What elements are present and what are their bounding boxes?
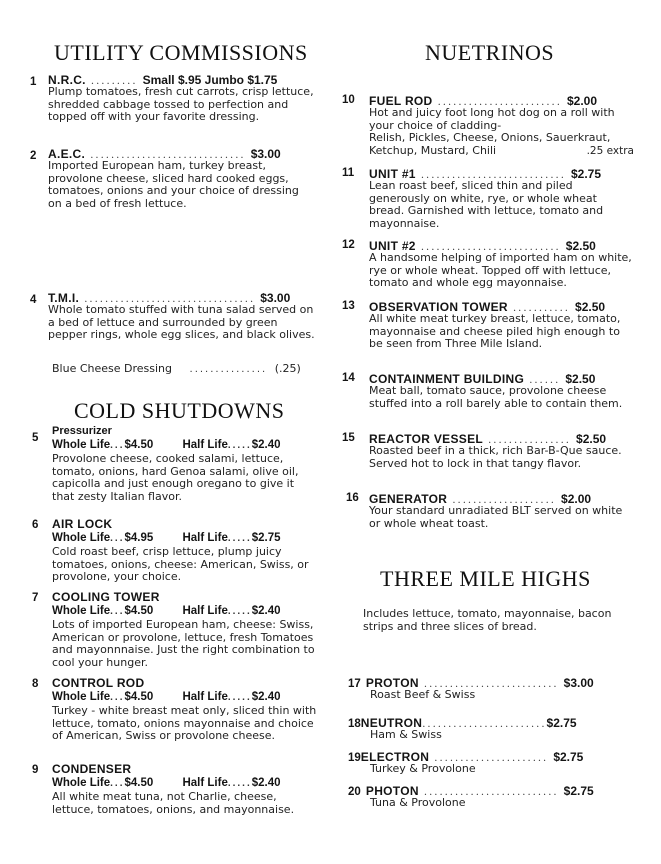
item-number: 15 [342, 432, 355, 444]
item-description: Roast Beef & Swiss [370, 688, 476, 701]
item-name: OBSERVATION TOWER [369, 300, 508, 314]
item-description: Lean roast beef, sliced thin and piled generously on white, rye, or whole wheat bread. Garnished with lettuce, tomato and mayonnaise. [369, 179, 604, 230]
item-options-line [369, 145, 634, 158]
menu-item-cooling-tower [30, 590, 318, 669]
item-title-line [369, 491, 634, 505]
item-number: 11 [342, 167, 355, 179]
price-line: Whole Life...$4.50 Half Life.....$2.40 [52, 605, 281, 617]
item-name: UNIT #2 [369, 239, 416, 253]
whole-label: Whole Life [52, 532, 111, 544]
item-number: 9 [32, 764, 39, 776]
half-label: Half Life [182, 605, 228, 617]
leader-dots: .................... [452, 495, 556, 506]
item-description: Tuna & Provolone [370, 796, 466, 809]
item-description: Imported European ham, turkey breast, provolone cheese, sliced hard cooked eggs, tomatoes, onions and your choice of dressing on a bed of fresh lettuce. [48, 159, 299, 210]
item-number: 13 [342, 300, 355, 312]
item-number: 14 [342, 372, 355, 384]
menu-item-condenser [30, 762, 318, 816]
item-price: $2.50 [575, 300, 606, 314]
item-title-line [48, 72, 315, 86]
item-number: 12 [342, 239, 355, 251]
item-name: PROTON [365, 676, 419, 690]
item-number: 18 [348, 718, 361, 730]
item-title-line [369, 166, 634, 180]
whole-price: $4.50 [124, 439, 154, 451]
leader-dots: ................................. [84, 294, 256, 305]
item-name: CONTAINMENT BUILDING [369, 372, 525, 386]
whole-label: Whole Life [52, 439, 111, 451]
item-price: $3.00 [250, 147, 281, 161]
item-name: PHOTON [365, 784, 419, 798]
item-description: All white meat tuna, not Charlie, cheese, lettuce, tomatoes, onions, and mayonnaise. [52, 790, 295, 816]
item-price: $2.75 [546, 716, 577, 730]
item-price: $2.75 [570, 167, 602, 181]
item-price: $2.75 [553, 750, 584, 764]
item-number: 16 [346, 492, 359, 504]
item-number: 20 [348, 786, 361, 798]
section-heading-three-mile-highs: THREE MILE HIGHS [380, 566, 591, 591]
item-number: 8 [32, 678, 39, 690]
item-description: Provolone cheese, cooked salami, lettuce, tomato, onions, hard Genoa salami, olive oil, capicolla and just enough oregano to give it that zesty Italian flavor. [52, 452, 299, 503]
item-name: T.M.I. [48, 291, 80, 305]
item-title-line [369, 299, 634, 313]
item-description: Hot and juicy foot long hot dog on a roll with your choice of cladding- [369, 106, 615, 132]
item-name: UNIT #1 [369, 167, 416, 181]
item-name: NEUTRON [360, 716, 423, 730]
section-heading-cold-shutdowns: COLD SHUTDOWNS [74, 398, 285, 423]
leader-dots: ........................ [437, 97, 562, 108]
leader-dots: ................ [488, 435, 571, 446]
item-price: $2.00 [567, 94, 598, 108]
leader-dots: ............... [189, 364, 268, 375]
leader-dots: .......................... [423, 787, 559, 798]
item-description: Roasted beef in a thick, rich Bar-B-Que sauce. Served hot to lock in that tangy flavor. [369, 444, 622, 470]
half-price: $2.75 [251, 532, 281, 544]
item-title-line [348, 715, 632, 729]
menu-item-tmi [30, 290, 315, 342]
item-title-line [369, 238, 634, 252]
item-price: $2.50 [565, 239, 596, 253]
item-title-line [348, 675, 632, 689]
item-description: All white meat turkey breast, lettuce, tomato, mayonnaise and cheese piled high enough to be seen from Three Mile Island. [369, 312, 621, 351]
item-number: 5 [32, 432, 39, 444]
item-description: Turkey - white breast meat only, sliced thin with lettuce, tomato, onions mayonnaise and choice of American, Swiss or provolone cheese. [52, 704, 317, 743]
item-name: CONDENSER [52, 762, 132, 776]
item-description: Ham & Swiss [370, 728, 442, 741]
item-description: Turkey & Provolone [370, 762, 476, 775]
item-description-options: Relish, Pickles, Cheese, Onions, Sauerkraut, [369, 131, 611, 145]
item-title-line [348, 749, 632, 763]
leader-dots: ............................ [420, 170, 566, 181]
whole-label: Whole Life [52, 605, 111, 617]
item-number: 4 [30, 294, 37, 306]
item-name: COOLING TOWER [52, 590, 160, 604]
menu-item-neutron [348, 715, 632, 742]
item-number: 17 [348, 678, 361, 690]
item-number: 2 [30, 150, 37, 162]
item-description: Plump tomatoes, fresh cut carrots, crisp lettuce, shredded cabbage tossed to perfection and topped off with your favorite dressing. [48, 85, 314, 124]
section-heading-utility-commissions: UTILITY COMMISSIONS [54, 40, 308, 65]
whole-price: $4.50 [124, 691, 154, 703]
item-name: A.E.C. [48, 147, 86, 161]
half-price: $2.40 [251, 777, 281, 789]
item-price: $3.00 [563, 676, 594, 690]
half-price: $2.40 [251, 691, 281, 703]
menu-item-proton [348, 675, 632, 702]
half-price: $2.40 [251, 439, 281, 451]
item-name: FUEL ROD [369, 94, 433, 108]
menu-item-nrc [30, 72, 315, 124]
half-label: Half Life [182, 532, 228, 544]
item-description: Whole tomato stuffed with tuna salad served on a bed of lettuce and surrounded by green pepper rings, whole egg slices, and black olives. [48, 303, 315, 342]
leader-dots: ......... [90, 76, 138, 87]
price-line: Whole Life...$4.95 Half Life.....$2.75 [52, 532, 281, 544]
whole-price: $4.95 [124, 532, 154, 544]
leader-dots: ...... [529, 375, 561, 386]
leader-dots: ........................ [422, 719, 547, 730]
item-price: Small $.95 Jumbo $1.75 [142, 73, 278, 87]
menu-item-air-lock [30, 517, 318, 584]
item-price: $2.75 [563, 784, 594, 798]
item-price: $2.00 [561, 492, 592, 506]
price-line: Whole Life...$4.50 Half Life.....$2.40 [52, 439, 281, 451]
menu-item-control-rod [30, 676, 318, 743]
item-description: Lots of imported European ham, cheese: Swiss, American or provolone, lettuce, fresh Tomatoes and mayonnnaise. Just the right combination to cool your hunger. [52, 618, 315, 669]
item-title-line [369, 93, 634, 107]
item-title-line [369, 371, 634, 385]
item-title-line [369, 431, 634, 445]
item-name: N.R.C. [48, 73, 86, 87]
three-mile-highs-intro: Includes lettuce, tomato, mayonnaise, bacon strips and three slices of bread. [363, 607, 612, 633]
menu-item-electron [348, 749, 632, 776]
item-title-line [48, 146, 315, 160]
menu-item-reactor-vessel [342, 431, 634, 470]
item-description: A handsome helping of imported ham on white, rye or whole wheat. Topped off with lettuce, tomato and whole egg mayonnaise. [369, 251, 632, 290]
item-price: $2.50 [576, 432, 607, 446]
item-name: REACTOR VESSEL [369, 432, 483, 446]
item-name: ELECTRON [360, 750, 430, 764]
menu-item-pressurizer [30, 424, 318, 503]
half-label: Half Life [182, 439, 228, 451]
item-price: $2.50 [565, 372, 596, 386]
item-title-line [348, 783, 632, 797]
leader-dots: .............................. [90, 150, 246, 161]
item-number: 10 [342, 94, 355, 106]
price-line: Whole Life...$4.50 Half Life.....$2.40 [52, 691, 281, 703]
menu-item-aec [30, 146, 315, 210]
menu-item-photon [348, 783, 632, 810]
item-number: 7 [32, 592, 39, 604]
leader-dots: ...................... [434, 753, 549, 764]
whole-price: $4.50 [124, 777, 154, 789]
blue-cheese-dressing-line [52, 362, 317, 375]
leader-dots: ........... [512, 303, 570, 314]
item-number: 19 [348, 752, 361, 764]
item-title-line [48, 290, 315, 304]
half-label: Half Life [182, 691, 228, 703]
item-number: 1 [30, 76, 37, 88]
extra-price: (.25) [274, 362, 301, 375]
extra-charge: .25 extra [586, 144, 634, 157]
item-price: $3.00 [260, 291, 291, 305]
leader-dots: .......................... [423, 679, 559, 690]
whole-label: Whole Life [52, 691, 111, 703]
item-number: 6 [32, 519, 39, 531]
item-description: Meat ball, tomato sauce, provolone cheese stuffed into a roll barely able to contain them. [369, 384, 623, 410]
item-name: AIR LOCK [52, 517, 113, 531]
menu-item-fuel-rod [342, 93, 634, 157]
menu-item-observation-tower [342, 299, 634, 351]
menu-item-unit-2 [342, 238, 634, 290]
half-label: Half Life [182, 777, 228, 789]
leader-dots: ........................... [420, 242, 561, 253]
item-name: GENERATOR [369, 492, 448, 506]
item-description: Your standard unradiated BLT served on white or whole wheat toast. [369, 504, 623, 530]
extra-label: Blue Cheese Dressing [52, 362, 173, 375]
item-name: Pressurizer [52, 425, 112, 437]
menu-item-containment-building [342, 371, 634, 410]
item-description: Cold roast beef, crisp lettuce, plump juicy tomatoes, onions, cheese: American, Swiss, or provolone, your choice. [52, 545, 309, 584]
menu-item-generator [346, 491, 634, 530]
section-heading-nuetrinos: NUETRINOS [425, 40, 555, 65]
whole-price: $4.50 [124, 605, 154, 617]
whole-label: Whole Life [52, 777, 111, 789]
menu-item-unit-1 [342, 166, 634, 230]
price-line: Whole Life...$4.50 Half Life.....$2.40 [52, 777, 281, 789]
item-name: CONTROL ROD [52, 676, 145, 690]
half-price: $2.40 [251, 605, 281, 617]
item-description-options-2: Ketchup, Mustard, Chili [369, 143, 497, 157]
